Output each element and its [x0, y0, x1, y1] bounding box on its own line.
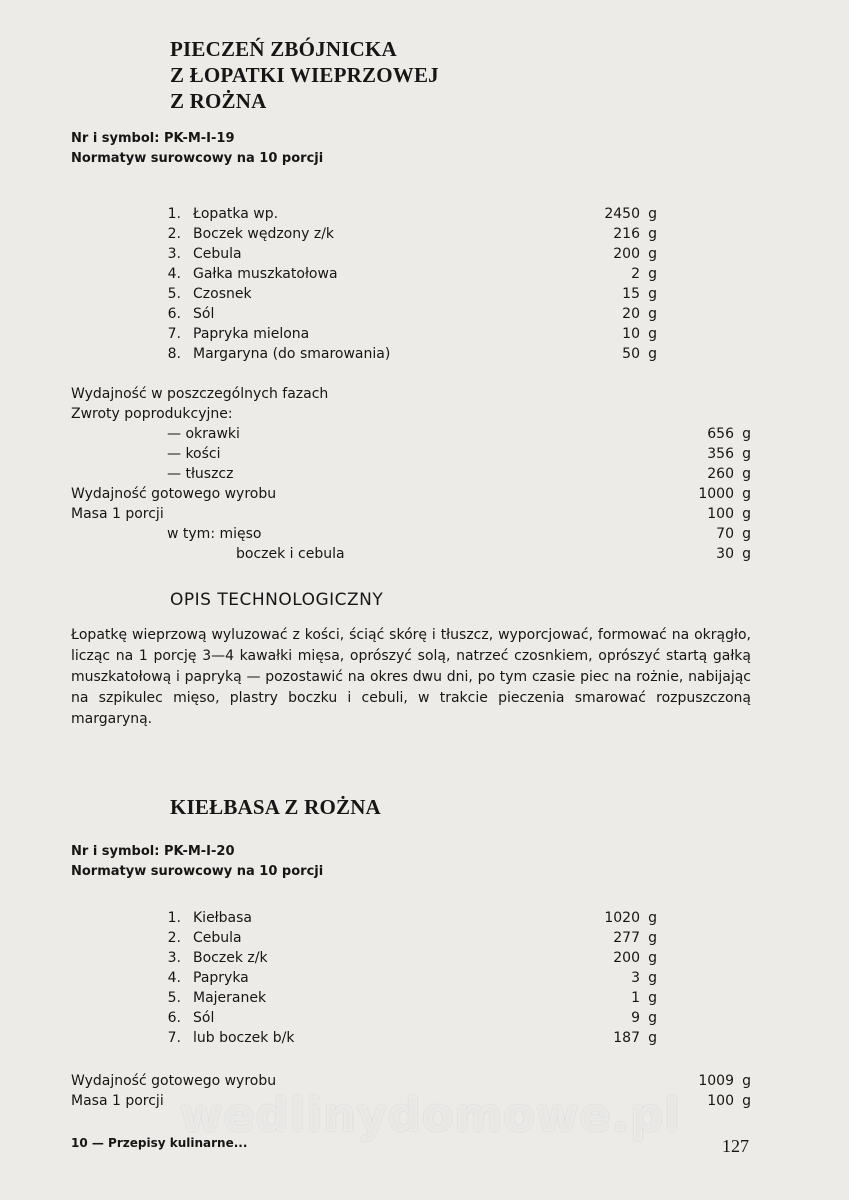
ingredient-qty: 200	[613, 950, 640, 966]
recipe-2-title-line: KIEŁBASA Z ROŻNA	[170, 795, 381, 819]
ingredient-name: Czosnek	[193, 286, 252, 302]
yield-unit: g	[742, 506, 751, 522]
yield-qty: 30	[716, 546, 734, 562]
yield-label: Zwroty poprodukcyjne:	[71, 406, 233, 422]
ingredient-number: 8.	[167, 346, 181, 362]
ingredient-unit: g	[648, 950, 657, 966]
ingredient-unit: g	[648, 206, 657, 222]
ingredient-name: Margaryna (do smarowania)	[193, 346, 391, 362]
yield-unit: g	[742, 466, 751, 482]
yield-label: — tłuszcz	[167, 466, 234, 482]
ingredient-row	[167, 224, 657, 244]
yield-row	[71, 544, 751, 564]
yield-qty: 356	[707, 446, 734, 462]
ingredient-qty: 1	[631, 990, 640, 1006]
ingredient-qty: 2	[631, 266, 640, 282]
ingredient-unit: g	[648, 226, 657, 242]
ingredient-number: 1.	[167, 910, 181, 926]
technology-description: Łopatkę wieprzową wyluzować z kości, ściąć skórę i tłuszcz, wyporcjować, formować na okrągło, licząc na 1 porcję 3—4 kawałki mięsa, oprószyć solą, natrzeć czosnkiem, oprószyć startą gałką muszkatołową i papryką — pozostawić na okres dwu dni, po tym czasie piec na rożnie, nabijając na szpikulec mięso, plastry boczku i cebuli, w trakcie pieczenia smarować rozpuszczoną margaryną.	[71, 627, 751, 727]
ingredient-row	[167, 204, 657, 224]
ingredient-number: 4.	[167, 266, 181, 282]
yield-label: Masa 1 porcji	[71, 1093, 164, 1109]
ingredient-number: 4.	[167, 970, 181, 986]
ingredient-number: 6.	[167, 1010, 181, 1026]
recipe-2-title	[170, 794, 381, 820]
recipe-2-symbol: Nr i symbol: PK-M-I-20	[71, 844, 235, 859]
yield-qty: 100	[707, 506, 734, 522]
recipe-1-ingredients	[167, 204, 657, 364]
ingredient-qty: 3	[631, 970, 640, 986]
yield-row	[71, 384, 751, 404]
ingredient-name: Cebula	[193, 246, 242, 262]
ingredient-row	[167, 284, 657, 304]
ingredient-qty: 15	[622, 286, 640, 302]
ingredient-qty: 216	[613, 226, 640, 242]
recipe-1-yield	[71, 384, 751, 564]
ingredient-row	[167, 344, 657, 364]
ingredient-row	[167, 968, 657, 988]
yield-label: — okrawki	[167, 426, 240, 442]
ingredient-name: Boczek wędzony z/k	[193, 226, 335, 242]
yield-row	[71, 444, 751, 464]
yield-qty: 70	[716, 526, 734, 542]
ingredient-qty: 1020	[604, 910, 640, 926]
ingredient-unit: g	[648, 346, 657, 362]
yield-unit: g	[742, 426, 751, 442]
ingredient-name: Gałka muszkatołowa	[193, 266, 338, 282]
ingredient-qty: 200	[613, 246, 640, 262]
yield-unit: g	[742, 1073, 751, 1089]
ingredient-number: 2.	[167, 930, 181, 946]
yield-qty: 1000	[698, 486, 734, 502]
yield-qty: 260	[707, 466, 734, 482]
ingredient-number: 5.	[167, 286, 181, 302]
ingredient-name: Sól	[193, 1010, 215, 1026]
ingredient-row	[167, 1008, 657, 1028]
yield-label: w tym: mięso	[167, 526, 262, 542]
ingredient-row	[167, 304, 657, 324]
ingredient-row	[167, 908, 657, 928]
recipe-1-title-line: Z ROŻNA	[170, 89, 267, 113]
ingredient-row	[167, 1028, 657, 1048]
ingredient-qty: 187	[613, 1030, 640, 1046]
ingredient-qty: 20	[622, 306, 640, 322]
ingredient-qty: 277	[613, 930, 640, 946]
recipe-1-meta	[71, 129, 323, 169]
ingredient-unit: g	[648, 266, 657, 282]
yield-qty: 100	[707, 1093, 734, 1109]
recipe-2-norm: Normatyw surowcowy na 10 porcji	[71, 864, 324, 879]
ingredient-unit: g	[648, 286, 657, 302]
ingredient-qty: 2450	[604, 206, 640, 222]
ingredient-unit: g	[648, 910, 657, 926]
ingredient-name: Papryka	[193, 970, 249, 986]
yield-row	[71, 524, 751, 544]
yield-unit: g	[742, 546, 751, 562]
ingredient-qty: 50	[622, 346, 640, 362]
yield-row	[71, 504, 751, 524]
ingredient-row	[167, 948, 657, 968]
yield-qty: 1009	[698, 1073, 734, 1089]
ingredient-number: 2.	[167, 226, 181, 242]
recipe-1-norm: Normatyw surowcowy na 10 porcji	[71, 151, 324, 166]
yield-row	[71, 404, 751, 424]
yield-unit: g	[742, 446, 751, 462]
ingredient-unit: g	[648, 990, 657, 1006]
page-number: 127	[722, 1136, 749, 1156]
yield-unit: g	[742, 526, 751, 542]
ingredient-unit: g	[648, 1030, 657, 1046]
yield-qty: 656	[707, 426, 734, 442]
recipe-2-meta	[71, 842, 323, 882]
yield-label: Wydajność gotowego wyrobu	[71, 1073, 277, 1089]
recipe-1-symbol: Nr i symbol: PK-M-I-19	[71, 131, 235, 146]
recipe-1-title-line: PIECZEŃ ZBÓJNICKA	[170, 37, 397, 61]
ingredient-number: 7.	[167, 326, 181, 342]
technology-heading: OPIS TECHNOLOGICZNY	[170, 590, 384, 610]
yield-row	[71, 484, 751, 504]
ingredient-name: Cebula	[193, 930, 242, 946]
yield-unit: g	[742, 1093, 751, 1109]
ingredient-number: 6.	[167, 306, 181, 322]
ingredient-row	[167, 264, 657, 284]
ingredient-unit: g	[648, 930, 657, 946]
ingredient-row	[167, 988, 657, 1008]
ingredient-number: 7.	[167, 1030, 181, 1046]
ingredient-number: 1.	[167, 206, 181, 222]
ingredient-row	[167, 928, 657, 948]
ingredient-name: Łopatka wp.	[193, 206, 279, 222]
ingredient-name: Sól	[193, 306, 215, 322]
ingredient-unit: g	[648, 246, 657, 262]
ingredient-qty: 9	[631, 1010, 640, 1026]
recipe-1-title-line: Z ŁOPATKI WIEPRZOWEJ	[170, 63, 439, 87]
ingredient-unit: g	[648, 970, 657, 986]
watermark: wedlinydomowe.pl	[180, 1088, 681, 1142]
ingredient-row	[167, 324, 657, 344]
ingredient-number: 3.	[167, 950, 181, 966]
yield-label: — kości	[167, 446, 221, 462]
yield-unit: g	[742, 486, 751, 502]
ingredient-number: 5.	[167, 990, 181, 1006]
ingredient-unit: g	[648, 306, 657, 322]
footer-note: 10 — Przepisy kulinarne...	[71, 1136, 248, 1150]
recipe-2-ingredients	[167, 908, 657, 1048]
yield-label: boczek i cebula	[236, 546, 345, 562]
yield-label: Masa 1 porcji	[71, 506, 164, 522]
ingredient-name: Papryka mielona	[193, 326, 310, 342]
ingredient-name: Kiełbasa	[193, 910, 253, 926]
yield-row	[71, 464, 751, 484]
ingredient-name: lub boczek b/k	[193, 1030, 295, 1046]
ingredient-name: Boczek z/k	[193, 950, 268, 966]
ingredient-number: 3.	[167, 246, 181, 262]
recipe-1-title	[170, 36, 439, 114]
yield-row	[71, 424, 751, 444]
ingredient-name: Majeranek	[193, 990, 267, 1006]
yield-label: Wydajność gotowego wyrobu	[71, 486, 277, 502]
ingredient-row	[167, 244, 657, 264]
ingredient-unit: g	[648, 1010, 657, 1026]
ingredient-qty: 10	[622, 326, 640, 342]
yield-label: Wydajność w poszczególnych fazach	[71, 386, 329, 402]
ingredient-unit: g	[648, 326, 657, 342]
